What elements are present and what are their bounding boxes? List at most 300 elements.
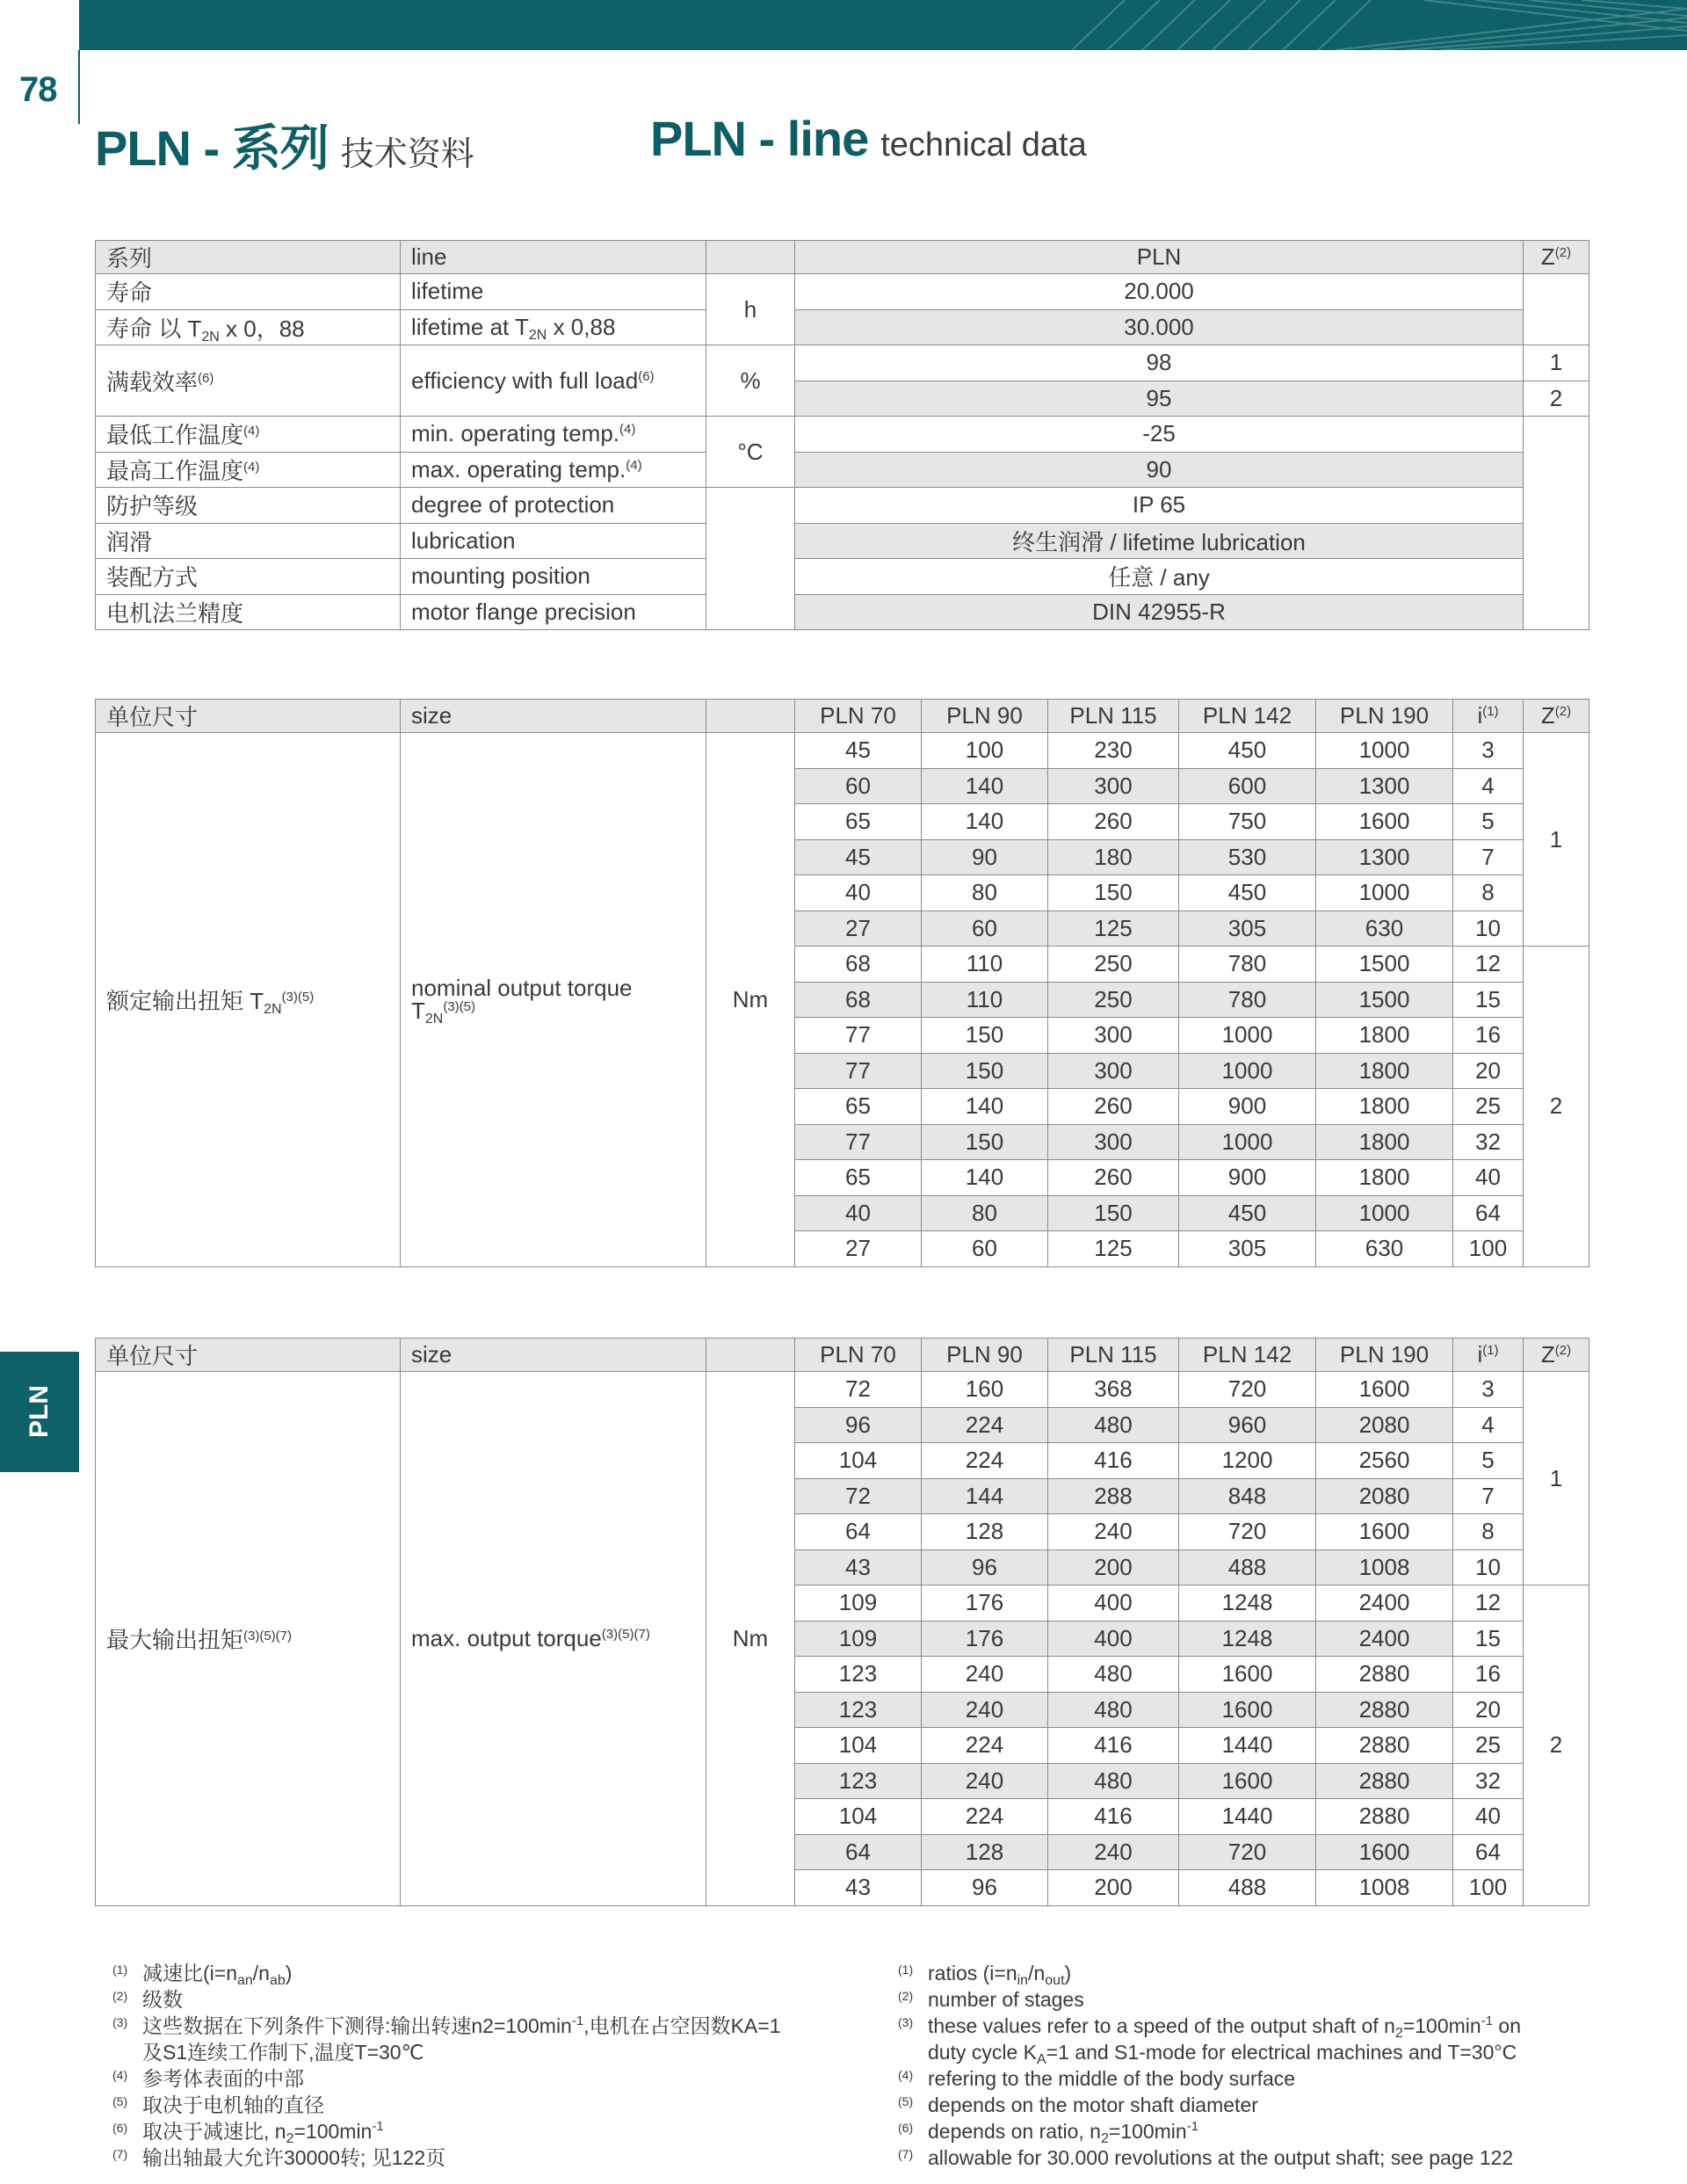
model-header: PLN 142 xyxy=(1179,1339,1316,1372)
table-cell: 416 xyxy=(1048,1799,1179,1835)
ratio-cell: 20 xyxy=(1453,1053,1524,1089)
table-cell: 750 xyxy=(1179,804,1316,840)
model-header: PLN 115 xyxy=(1048,700,1179,733)
title-cn-main: PLN - 系列 xyxy=(95,120,329,176)
footnote xyxy=(898,1986,1601,2013)
lubrication-value: 终生润滑 / lifetime lubrication xyxy=(795,523,1524,559)
nominal-unit: Nm xyxy=(706,733,795,1267)
model-header: PLN 142 xyxy=(1179,700,1316,733)
table-cell: 260 xyxy=(1048,1089,1179,1125)
table-cell: 1008 xyxy=(1316,1870,1453,1906)
footnote-text: refering to the middle of the body surface xyxy=(928,2067,1296,2090)
table-cell: 450 xyxy=(1179,733,1316,769)
table-cell: 150 xyxy=(922,1124,1048,1160)
ratio-cell: 16 xyxy=(1453,1657,1524,1693)
table-cell: 250 xyxy=(1048,982,1179,1018)
table-cell: 2880 xyxy=(1316,1799,1453,1835)
table-cell: 1000 xyxy=(1179,1018,1316,1054)
protection-cn: 防护等级 xyxy=(96,488,401,524)
table-cell: 1600 xyxy=(1179,1692,1316,1728)
header-z: $Z^{(2)}$ xyxy=(1524,241,1589,274)
protection-en: degree of protection xyxy=(401,488,706,524)
footnote-number: (6) xyxy=(112,2121,128,2135)
ratio-cell: 4 xyxy=(1453,768,1524,804)
nominal-label-cn: 额定输出扭矩 $T_{2N}^{(3)(5)}$ xyxy=(96,733,401,1267)
ratio-cell: 10 xyxy=(1453,911,1524,947)
table-cell: 104 xyxy=(795,1443,922,1479)
protection-value: IP 65 xyxy=(795,488,1524,524)
size-header-en: size xyxy=(401,700,706,733)
max-temp-value: 90 xyxy=(795,452,1524,488)
footnote-number: (7) xyxy=(112,2147,128,2161)
title-english xyxy=(650,110,1087,167)
table-cell: 60 xyxy=(922,911,1048,947)
table-row xyxy=(96,488,1589,524)
efficiency-en: efficiency with full load$^{(6)}$ xyxy=(401,345,706,417)
table-header-row xyxy=(96,700,1589,733)
size-header-cn: 单位尺寸 xyxy=(96,1339,401,1372)
header-bar xyxy=(79,0,1687,50)
table-cell: 1440 xyxy=(1179,1728,1316,1764)
table-cell: 1600 xyxy=(1179,1763,1316,1799)
ratio-cell: 8 xyxy=(1453,1514,1524,1550)
table-cell: 45 xyxy=(795,733,922,769)
footnote-number: (3) xyxy=(898,2015,914,2029)
ratio-cell: 15 xyxy=(1453,982,1524,1018)
ratio-header: $i^{(1)}$ xyxy=(1453,700,1524,733)
table-cell: 1800 xyxy=(1316,1053,1453,1089)
table-cell: 68 xyxy=(795,982,922,1018)
header-en: line xyxy=(401,241,706,274)
side-tab-label: PLN xyxy=(25,1385,54,1438)
table-cell: 224 xyxy=(922,1443,1048,1479)
table-cell: 450 xyxy=(1179,1195,1316,1231)
max-temp-en: max. operating temp.$^{(4)}$ xyxy=(401,452,706,488)
table-cell: 240 xyxy=(1048,1514,1179,1550)
table-cell: 240 xyxy=(1048,1834,1179,1870)
footnote-text: 级数 xyxy=(142,1988,183,2011)
table-cell: 176 xyxy=(922,1621,1048,1657)
table-cell: 780 xyxy=(1179,947,1316,983)
table-row xyxy=(96,1372,1589,1408)
lifetime-at-value: 30.000 xyxy=(795,309,1524,345)
mounting-en: mounting position xyxy=(401,559,706,595)
flange-value: DIN 42955-R xyxy=(795,594,1524,630)
table-cell: 1000 xyxy=(1179,1124,1316,1160)
table-cell: 96 xyxy=(795,1407,922,1443)
table-cell: 140 xyxy=(922,804,1048,840)
table-cell: 60 xyxy=(922,1231,1048,1267)
table-cell: 300 xyxy=(1048,1053,1179,1089)
table-cell: 1300 xyxy=(1316,839,1453,875)
table-cell: 65 xyxy=(795,1089,922,1125)
table-cell: 64 xyxy=(795,1514,922,1550)
table-cell: 2400 xyxy=(1316,1585,1453,1622)
table-cell: 416 xyxy=(1048,1728,1179,1764)
table-cell: 43 xyxy=(795,1870,922,1906)
table-cell: 109 xyxy=(795,1585,922,1622)
lifetime-at-en: lifetime at $T_{2N}$ x 0,88 xyxy=(401,309,706,345)
flange-en: motor flange precision xyxy=(401,594,706,630)
ratio-cell: 5 xyxy=(1453,804,1524,840)
table-cell: 960 xyxy=(1179,1407,1316,1443)
footnote xyxy=(112,2144,842,2171)
table-cell: 140 xyxy=(922,1160,1048,1196)
table-cell: 96 xyxy=(922,1549,1048,1585)
table-cell: 96 xyxy=(922,1870,1048,1906)
table-cell: 224 xyxy=(922,1728,1048,1764)
table-row xyxy=(96,274,1589,310)
footnote-number: (1) xyxy=(898,1963,914,1977)
table-cell: 600 xyxy=(1179,768,1316,804)
table-cell: 65 xyxy=(795,804,922,840)
table-cell: 43 xyxy=(795,1549,922,1585)
table-cell: 488 xyxy=(1179,1549,1316,1585)
ratio-cell: 32 xyxy=(1453,1124,1524,1160)
ratio-cell: 20 xyxy=(1453,1692,1524,1728)
table-cell: 1248 xyxy=(1179,1585,1316,1622)
footnote-text: allowable for 30.000 revolutions at the output shaft; see page 122 xyxy=(928,2146,1514,2169)
table-cell: 1248 xyxy=(1179,1621,1316,1657)
table-cell: 224 xyxy=(922,1799,1048,1835)
table-cell: 1800 xyxy=(1316,1018,1453,1054)
footnote xyxy=(898,2065,1601,2092)
table-cell: 2080 xyxy=(1316,1407,1453,1443)
table-cell: 1000 xyxy=(1179,1053,1316,1089)
footnote xyxy=(112,2092,842,2118)
mounting-cn: 装配方式 xyxy=(96,559,401,595)
footnote-text: 减速比$(i=n_{an}/n_{ab})$ xyxy=(142,1962,293,1988)
ratio-cell: 64 xyxy=(1453,1834,1524,1870)
ratio-cell: 100 xyxy=(1453,1231,1524,1267)
size-header-cn: 单位尺寸 xyxy=(96,700,401,733)
stage-1-cell: 1 xyxy=(1524,733,1589,947)
efficiency-cn: 满载效率$^{(6)}$ xyxy=(96,345,401,417)
table-cell: 780 xyxy=(1179,982,1316,1018)
ratio-cell: 15 xyxy=(1453,1621,1524,1657)
table-cell: 128 xyxy=(922,1834,1048,1870)
efficiency-value-1: 98 xyxy=(795,345,1524,381)
table-cell: 90 xyxy=(922,839,1048,875)
table-cell: 240 xyxy=(922,1657,1048,1693)
footnote xyxy=(898,1960,1601,1986)
table-cell: 150 xyxy=(922,1018,1048,1054)
table-cell: 1440 xyxy=(1179,1799,1316,1835)
model-header: PLN 90 xyxy=(922,700,1048,733)
table-cell: 60 xyxy=(795,768,922,804)
table-cell: 140 xyxy=(922,768,1048,804)
unit-celsius: °C xyxy=(706,417,795,488)
ratio-cell: 8 xyxy=(1453,875,1524,911)
footnote-text: 输出轴最大允许30000转; 见122页 xyxy=(142,2146,446,2169)
ratio-cell: 64 xyxy=(1453,1195,1524,1231)
size-header-en: size xyxy=(401,1339,706,1372)
stage-header: $Z^{(2)}$ xyxy=(1524,700,1589,733)
table-cell: 1000 xyxy=(1316,1195,1453,1231)
table-cell: 109 xyxy=(795,1621,922,1657)
table-cell: 40 xyxy=(795,1195,922,1231)
ratio-cell: 40 xyxy=(1453,1799,1524,1835)
stage-2-cell: 2 xyxy=(1524,1585,1589,1906)
table-cell: 1600 xyxy=(1316,804,1453,840)
table-row xyxy=(96,452,1589,488)
table-cell: 2560 xyxy=(1316,1443,1453,1479)
table-cell: 900 xyxy=(1179,1160,1316,1196)
table-cell: 400 xyxy=(1048,1585,1179,1622)
footnote-text: these values refer to a speed of the output shaft of $n_2=100\min^{-1}$ on duty cycle $K_A=1$ and S1-mode for electrical machines and T=30°C xyxy=(928,2013,1522,2067)
table-cell: 80 xyxy=(922,875,1048,911)
footnote xyxy=(112,1986,842,2013)
footnote-number: (7) xyxy=(898,2147,914,2161)
table-cell: 123 xyxy=(795,1657,922,1693)
table-cell: 123 xyxy=(795,1763,922,1799)
table-cell: 230 xyxy=(1048,733,1179,769)
table-cell: 1008 xyxy=(1316,1549,1453,1585)
model-header: PLN 70 xyxy=(795,700,922,733)
footnote-number: (3) xyxy=(112,2015,128,2029)
mounting-value: 任意 / any xyxy=(795,559,1524,595)
ratio-header: $i^{(1)}$ xyxy=(1453,1339,1524,1372)
ratio-cell: 3 xyxy=(1453,1372,1524,1408)
maximum-label-cn: 最大输出扭矩$^{(3)(5)(7)}$ xyxy=(96,1372,401,1906)
efficiency-stage-1: 1 xyxy=(1524,345,1589,381)
table-row xyxy=(96,241,1589,274)
ratio-cell: 12 xyxy=(1453,1585,1524,1622)
table-cell: 488 xyxy=(1179,1870,1316,1906)
ratio-cell: 32 xyxy=(1453,1763,1524,1799)
table-cell: 1600 xyxy=(1316,1834,1453,1870)
lifetime-at-cn: 寿命 以 $T_{2N}$ x 0，88 xyxy=(96,309,401,345)
table-cell: 300 xyxy=(1048,768,1179,804)
header-stripes xyxy=(1072,0,1687,50)
lifetime-value: 20.000 xyxy=(795,274,1524,310)
table-cell: 480 xyxy=(1048,1692,1179,1728)
table-cell: 720 xyxy=(1179,1514,1316,1550)
ratio-cell: 7 xyxy=(1453,839,1524,875)
footnote-number: (1) xyxy=(112,1963,128,1977)
ratio-cell: 40 xyxy=(1453,1160,1524,1196)
table-cell: 260 xyxy=(1048,804,1179,840)
table-cell: 180 xyxy=(1048,839,1179,875)
table-cell: 2880 xyxy=(1316,1657,1453,1693)
table-cell: 450 xyxy=(1179,875,1316,911)
table-cell: 150 xyxy=(922,1053,1048,1089)
general-data-table xyxy=(95,240,1589,630)
stage-header: $Z^{(2)}$ xyxy=(1524,1339,1589,1372)
table-cell: 480 xyxy=(1048,1657,1179,1693)
footnote xyxy=(898,2144,1601,2171)
footnote-number: (2) xyxy=(112,1989,128,2003)
footnotes-chinese xyxy=(112,1960,842,2171)
table-cell: 416 xyxy=(1048,1443,1179,1479)
footnote-text: ratios $(i=n_{in}/n_{out})$ xyxy=(928,1962,1072,1988)
maximum-label-en: max. output torque$^{(3)(5)(7)}$ xyxy=(401,1372,706,1906)
table-cell: 1600 xyxy=(1316,1514,1453,1550)
stage-1-cell: 1 xyxy=(1524,1372,1589,1585)
footnote-text: depends on the motor shaft diameter xyxy=(928,2093,1258,2116)
header-value: PLN xyxy=(795,241,1524,274)
lifetime-cn: 寿命 xyxy=(96,274,401,310)
table-header-row xyxy=(96,1339,1589,1372)
table-cell: 77 xyxy=(795,1053,922,1089)
footnote-number: (6) xyxy=(898,2121,914,2135)
table-row xyxy=(96,594,1589,630)
ratio-cell: 100 xyxy=(1453,1870,1524,1906)
footnote-number: (5) xyxy=(898,2094,914,2108)
header-divider xyxy=(78,50,80,124)
table-cell: 250 xyxy=(1048,947,1179,983)
table-cell: 1800 xyxy=(1316,1089,1453,1125)
footnote-number: (5) xyxy=(112,2094,128,2108)
table-cell: 110 xyxy=(922,982,1048,1018)
table-cell: 368 xyxy=(1048,1372,1179,1408)
table-cell: 110 xyxy=(922,947,1048,983)
table-cell: 64 xyxy=(795,1834,922,1870)
page-number: 78 xyxy=(19,70,57,109)
maximum-unit: Nm xyxy=(706,1372,795,1906)
table-cell: 104 xyxy=(795,1728,922,1764)
table-cell: 1000 xyxy=(1316,875,1453,911)
min-temp-en: min. operating temp.$^{(4)}$ xyxy=(401,417,706,453)
table-cell: 288 xyxy=(1048,1478,1179,1514)
table-row xyxy=(96,417,1589,453)
model-header: PLN 70 xyxy=(795,1339,922,1372)
table-cell: 123 xyxy=(795,1692,922,1728)
footnote xyxy=(898,2118,1601,2144)
max-torque-table xyxy=(95,1338,1589,1906)
table-cell: 150 xyxy=(1048,1195,1179,1231)
table-cell: 200 xyxy=(1048,1549,1179,1585)
stage-2-cell: 2 xyxy=(1524,947,1589,1267)
footnote-text: number of stages xyxy=(928,1988,1084,2011)
ratio-cell: 16 xyxy=(1453,1018,1524,1054)
table-cell: 65 xyxy=(795,1160,922,1196)
table-cell: 1000 xyxy=(1316,733,1453,769)
footnote xyxy=(898,2013,1601,2065)
footnote-text: depends on ratio, $n_2=100\min^{-1}$ xyxy=(928,2119,1199,2146)
model-header: PLN 115 xyxy=(1048,1339,1179,1372)
nominal-label-en: nominal output torque $T_{2N}^{(3)(5)}$ xyxy=(401,733,706,1267)
table-cell: 2880 xyxy=(1316,1692,1453,1728)
efficiency-stage-2: 2 xyxy=(1524,381,1589,417)
footnote xyxy=(112,2013,842,2065)
table-cell: 128 xyxy=(922,1514,1048,1550)
table-cell: 530 xyxy=(1179,839,1316,875)
table-cell: 176 xyxy=(922,1585,1048,1622)
table-cell: 1300 xyxy=(1316,768,1453,804)
ratio-cell: 4 xyxy=(1453,1407,1524,1443)
ratio-cell: 12 xyxy=(1453,947,1524,983)
table-cell: 1800 xyxy=(1316,1160,1453,1196)
table-row xyxy=(96,523,1589,559)
table-cell: 125 xyxy=(1048,1231,1179,1267)
table-cell: 1600 xyxy=(1316,1372,1453,1408)
footnote-number: (2) xyxy=(898,1989,914,2003)
table-cell: 2880 xyxy=(1316,1763,1453,1799)
table-cell: 480 xyxy=(1048,1407,1179,1443)
table-cell: 72 xyxy=(795,1478,922,1514)
table-cell: 160 xyxy=(922,1372,1048,1408)
table-cell: 77 xyxy=(795,1018,922,1054)
ratio-cell: 25 xyxy=(1453,1089,1524,1125)
table-cell: 848 xyxy=(1179,1478,1316,1514)
title-en-main: PLN - line xyxy=(650,111,869,166)
table-cell: 77 xyxy=(795,1124,922,1160)
table-cell: 630 xyxy=(1316,911,1453,947)
table-row xyxy=(96,309,1589,345)
table-cell: 150 xyxy=(1048,875,1179,911)
header-cn: 系列 xyxy=(96,241,401,274)
table-row xyxy=(96,559,1589,595)
table-cell: 72 xyxy=(795,1372,922,1408)
table-cell: 1600 xyxy=(1179,1657,1316,1693)
lubrication-cn: 润滑 xyxy=(96,523,401,559)
table-cell: 200 xyxy=(1048,1870,1179,1906)
footnote-text: 取决于电机轴的直径 xyxy=(142,2093,324,2116)
table-cell: 144 xyxy=(922,1478,1048,1514)
table-cell: 45 xyxy=(795,839,922,875)
table-cell: 1800 xyxy=(1316,1124,1453,1160)
table-cell: 630 xyxy=(1316,1231,1453,1267)
table-cell: 720 xyxy=(1179,1372,1316,1408)
footnote xyxy=(112,2065,842,2092)
nominal-torque-table xyxy=(95,699,1589,1267)
table-cell: 1500 xyxy=(1316,982,1453,1018)
table-cell: 104 xyxy=(795,1799,922,1835)
title-cn-sub: 技术资料 xyxy=(340,136,474,173)
ratio-cell: 5 xyxy=(1453,1443,1524,1479)
ratio-cell: 25 xyxy=(1453,1728,1524,1764)
table-cell: 80 xyxy=(922,1195,1048,1231)
table-cell: 240 xyxy=(922,1763,1048,1799)
title-en-sub: technical data xyxy=(880,127,1087,163)
model-header: PLN 90 xyxy=(922,1339,1048,1372)
table-cell: 224 xyxy=(922,1407,1048,1443)
table-cell: 100 xyxy=(922,733,1048,769)
ratio-cell: 7 xyxy=(1453,1478,1524,1514)
table-cell: 260 xyxy=(1048,1160,1179,1196)
footnote-text: 这些数据在下列条件下测得:输出转速$n2=100\min^{-1}$,电机在占空因数KA=1 及S1连续工作制下,温度T=30℃ xyxy=(142,2013,781,2064)
footnotes-english xyxy=(898,1960,1601,2171)
model-header: PLN 190 xyxy=(1316,700,1453,733)
table-cell: 2400 xyxy=(1316,1621,1453,1657)
lubrication-en: lubrication xyxy=(401,523,706,559)
table-row xyxy=(96,345,1589,381)
table-cell: 125 xyxy=(1048,911,1179,947)
efficiency-value-2: 95 xyxy=(795,381,1524,417)
min-temp-value: -25 xyxy=(795,417,1524,453)
table-cell: 1500 xyxy=(1316,947,1453,983)
ratio-cell: 3 xyxy=(1453,733,1524,769)
table-cell: 1200 xyxy=(1179,1443,1316,1479)
footnote-text: 取决于减速比, $n_2=100\min^{-1}$ xyxy=(142,2119,384,2146)
title-chinese xyxy=(95,110,474,180)
flange-cn: 电机法兰精度 xyxy=(96,594,401,630)
footnote-number: (4) xyxy=(898,2068,914,2082)
table-cell: 300 xyxy=(1048,1018,1179,1054)
table-cell: 27 xyxy=(795,911,922,947)
footnote-text: 参考体表面的中部 xyxy=(142,2067,304,2090)
table-cell: 305 xyxy=(1179,911,1316,947)
footnote-number: (4) xyxy=(112,2068,128,2082)
unit-h: h xyxy=(706,274,795,345)
ratio-cell: 10 xyxy=(1453,1549,1524,1585)
table-cell: 2880 xyxy=(1316,1728,1453,1764)
max-temp-cn: 最高工作温度$^{(4)}$ xyxy=(96,452,401,488)
table-cell: 305 xyxy=(1179,1231,1316,1267)
footnote xyxy=(112,1960,842,1986)
table-row xyxy=(96,733,1589,769)
